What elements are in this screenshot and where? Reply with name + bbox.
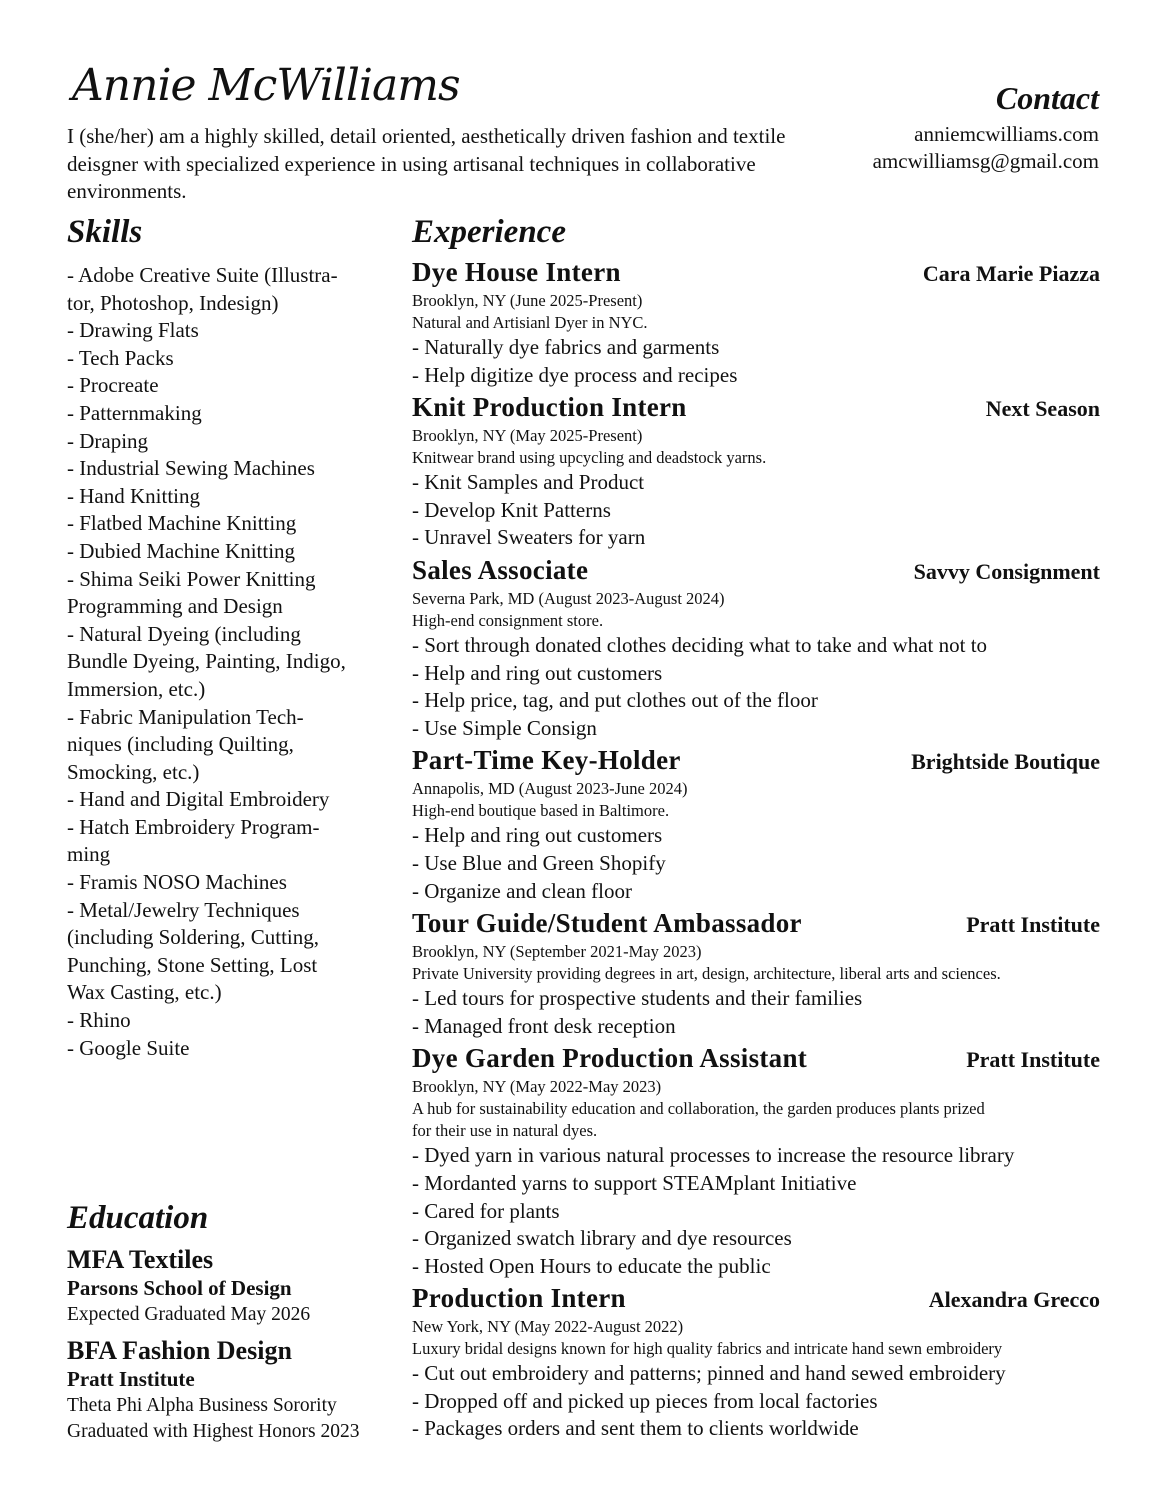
intro-statement: I (she/her) am a highly skilled, detail oriented, aesthetically driven fashion and textile deisgner with specialized experience in using artisanal techniques in collaborative environments.	[67, 124, 786, 203]
job-bullet: - Dropped off and picked up pieces from local factories	[412, 1388, 878, 1413]
job-bullets	[412, 822, 1100, 905]
job-bullets	[412, 1142, 1100, 1280]
job-entry	[412, 907, 1100, 1040]
job-title: Tour Guide/Student Ambassador	[412, 908, 802, 939]
education-entry	[67, 1336, 397, 1445]
job-bullets	[412, 632, 1100, 742]
skill-item: - Hand Knitting	[67, 483, 200, 508]
skill-item: Immersion, etc.)	[67, 676, 206, 701]
skill-item: - Patternmaking	[67, 400, 202, 425]
job-bullet: - Organize and clean floor	[412, 878, 633, 903]
job-header	[412, 554, 1100, 588]
job-bullet: - Sort through donated clothes deciding what to take and what not to	[412, 632, 988, 657]
skill-item: - Drawing Flats	[67, 318, 199, 343]
education-entry	[67, 1245, 397, 1328]
job-location: Brooklyn, NY (May 2022-May 2023)	[412, 1077, 662, 1097]
job-title: Knit Production Intern	[412, 392, 687, 423]
school-name: Parsons School of Design	[67, 1276, 292, 1300]
job-bullet: - Hosted Open Hours to educate the public	[412, 1253, 771, 1278]
job-description: Private University providing degrees in art, design, architecture, liberal arts and sciences.	[412, 964, 1001, 984]
experience-heading: Experience	[412, 214, 566, 250]
job-company: Brightside Boutique	[911, 749, 1100, 775]
job-location: New York, NY (May 2022-August 2022)	[412, 1317, 684, 1337]
job-location: Brooklyn, NY (September 2021-May 2023)	[412, 942, 702, 962]
job-company: Savvy Consignment	[913, 558, 1100, 584]
job-description: High-end boutique based in Baltimore.	[412, 801, 670, 821]
skill-item: - Adobe Creative Suite (Illustra-	[67, 263, 338, 287]
education-note: Theta Phi Alpha Business Sorority	[67, 1395, 337, 1416]
skill-item: - Metal/Jewelry Techniques	[67, 897, 300, 922]
skills-heading: Skills	[67, 214, 143, 250]
education-list	[67, 1245, 397, 1445]
skill-item: ming	[67, 842, 111, 867]
job-company: Pratt Institute	[966, 1047, 1100, 1073]
job-description: High-end consignment store.	[412, 610, 604, 630]
job-bullet: - Develop Knit Patterns	[412, 497, 611, 522]
job-entry	[412, 1282, 1100, 1443]
skill-item: Programming and Design	[67, 594, 283, 619]
contact-block	[873, 121, 1099, 175]
job-header	[412, 391, 1100, 425]
job-entry	[412, 391, 1100, 552]
job-bullet: - Managed front desk reception	[412, 1013, 676, 1038]
job-location: Brooklyn, NY (May 2025-Present)	[412, 426, 643, 446]
job-bullet: - Dyed yarn in various natural processes to increase the resource library	[412, 1143, 1015, 1168]
job-entry	[412, 744, 1100, 905]
skill-item: - Shima Seiki Power Knitting	[67, 566, 316, 591]
job-title: Dye House Intern	[412, 257, 621, 287]
job-bullets	[412, 469, 1100, 552]
skill-item: - Hatch Embroidery Program-	[67, 814, 320, 839]
contact-heading: Contact	[995, 80, 1099, 116]
education-heading: Education	[67, 1200, 209, 1236]
job-bullet: - Help digitize dye process and recipes	[412, 362, 738, 387]
skill-item: - Procreate	[67, 373, 159, 398]
job-header	[412, 1282, 1100, 1316]
job-bullet: - Unravel Sweaters for yarn	[412, 525, 646, 550]
job-bullet: - Knit Samples and Product	[412, 470, 645, 495]
skill-item: - Rhino	[67, 1008, 131, 1033]
job-title: Part-Time Key-Holder	[412, 745, 681, 776]
job-title: Sales Associate	[412, 554, 589, 585]
job-description: Natural and Artisianl Dyer in NYC.	[412, 313, 648, 332]
signature	[66, 40, 486, 130]
job-company: Cara Marie Piazza	[922, 261, 1100, 286]
education-note: Graduated with Highest Honors 2023	[67, 1421, 360, 1442]
job-bullet: - Help and ring out customers	[412, 660, 663, 685]
job-header	[412, 744, 1100, 778]
skill-item: - Tech Packs	[67, 345, 174, 370]
education-note: Expected Graduated May 2026	[67, 1304, 311, 1325]
job-entry	[412, 1042, 1100, 1280]
job-location: Severna Park, MD (August 2023-August 2024)	[412, 588, 725, 608]
job-header	[412, 1042, 1100, 1076]
job-description: Luxury bridal designs known for high quality fabrics and intricate hand sewn embroidery	[412, 1339, 1003, 1359]
skill-item: Punching, Stone Setting, Lost	[67, 952, 318, 977]
skill-item: Bundle Dyeing, Painting, Indigo,	[67, 649, 346, 674]
job-title: Dye Garden Production Assistant	[412, 1043, 808, 1074]
contact-website[interactable]: anniemcwilliams.com	[914, 122, 1099, 146]
skills-list	[67, 262, 377, 1062]
job-company: Pratt Institute	[966, 912, 1100, 938]
job-header	[412, 907, 1100, 941]
job-entry	[412, 554, 1100, 742]
education-section	[67, 1200, 397, 1445]
experience-list	[412, 256, 1100, 1445]
signature-name: Annie McWilliams	[72, 60, 460, 111]
job-bullet: - Naturally dye fabrics and garments	[412, 335, 720, 359]
skill-item: niques (including Quilting,	[67, 732, 294, 757]
skill-item: - Hand and Digital Embroidery	[67, 787, 330, 812]
skill-item: - Fabric Manipulation Tech-	[67, 704, 304, 729]
job-bullet: - Organized swatch library and dye resources	[412, 1226, 792, 1251]
job-bullet: - Help and ring out customers	[412, 823, 663, 848]
skill-item: - Industrial Sewing Machines	[67, 456, 315, 481]
job-bullets	[412, 985, 1100, 1040]
job-bullet: - Mordanted yarns to support STEAMplant Initiative	[412, 1170, 857, 1195]
job-bullet: - Use Blue and Green Shopify	[412, 850, 666, 875]
job-bullet: - Packages orders and sent them to clients worldwide	[412, 1416, 859, 1441]
skill-item: Smocking, etc.)	[67, 759, 200, 784]
job-bullet: - Cut out embroidery and patterns; pinned and hand sewed embroidery	[412, 1361, 1006, 1386]
job-description: Knitwear brand using upcycling and deadstock yarns.	[412, 448, 767, 468]
skill-item: - Google Suite	[67, 1035, 190, 1060]
job-bullet: - Use Simple Consign	[412, 715, 597, 740]
job-description: for their use in natural dyes.	[412, 1121, 598, 1141]
skill-item: Wax Casting, etc.)	[67, 980, 222, 1005]
job-company: Next Season	[985, 396, 1100, 422]
job-bullets	[412, 334, 1100, 389]
contact-email[interactable]: amcwilliamsg@gmail.com	[872, 149, 1099, 173]
skill-item: - Dubied Machine Knitting	[67, 538, 296, 563]
skill-item: (including Soldering, Cutting,	[67, 925, 319, 950]
skill-item: tor, Photoshop, Indesign)	[67, 290, 279, 315]
job-location: Brooklyn, NY (June 2025-Present)	[412, 291, 643, 310]
degree-title: BFA Fashion Design	[67, 1336, 292, 1365]
skill-item: - Draping	[67, 428, 149, 453]
school-name: Pratt Institute	[67, 1367, 195, 1391]
skill-item: - Natural Dyeing (including	[67, 621, 301, 646]
skill-item: - Framis NOSO Machines	[67, 870, 287, 895]
job-company: Alexandra Grecco	[928, 1287, 1100, 1313]
job-entry	[412, 256, 1100, 389]
job-location: Annapolis, MD (August 2023-June 2024)	[412, 779, 688, 799]
degree-title: MFA Textiles	[67, 1245, 214, 1274]
skill-item: - Flatbed Machine Knitting	[67, 511, 297, 536]
job-bullet: - Cared for plants	[412, 1198, 560, 1223]
job-bullet: - Help price, tag, and put clothes out of the floor	[412, 688, 818, 713]
job-bullet: - Led tours for prospective students and their families	[412, 986, 863, 1011]
job-description: A hub for sustainability education and collaboration, the garden produces plants prized	[412, 1099, 985, 1119]
job-bullets	[412, 1360, 1100, 1443]
job-title: Production Intern	[412, 1283, 626, 1314]
job-header	[412, 256, 1100, 290]
